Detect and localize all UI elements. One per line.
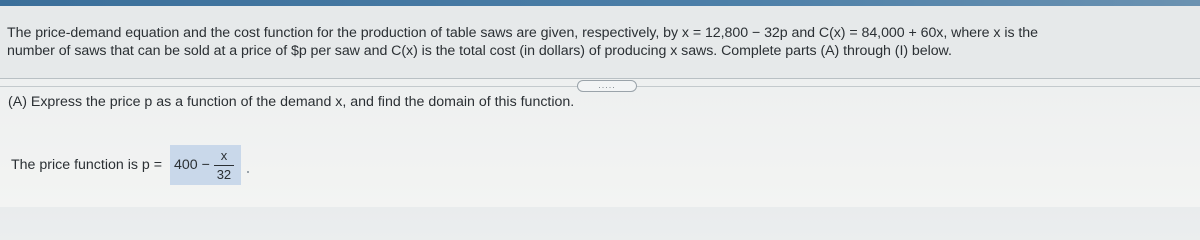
answer-fraction: [214, 149, 234, 182]
expand-collapse-button[interactable]: .....: [577, 80, 637, 92]
part-a-prompt: (A) Express the price p as a function of the demand x, and find the domain of this function.: [8, 94, 575, 110]
problem-line-2: number of saws that can be sold at a price of $p per saw and C(x) is the total cost (in dollars) of producing x saws. Complete parts (A) through (I) below.: [7, 43, 952, 59]
answer-expression: 400 −: [174, 157, 210, 173]
fraction-bar: [214, 165, 234, 166]
fraction-denominator: 32: [216, 166, 232, 182]
problem-statement: [7, 24, 1192, 60]
fraction-numerator: x: [220, 147, 228, 163]
answer-prefix: The price function is p =: [11, 157, 163, 173]
problem-statement-panel: [0, 6, 1200, 79]
answer-row: [11, 145, 249, 185]
input-cursor-marker: [247, 171, 249, 173]
problem-line-1: The price-demand equation and the cost function for the production of table saws are given, respectively, by x = 12,800 − 32p and C(x) = 84,000 + 60x, where x is the: [7, 25, 1038, 41]
answer-input-field[interactable]: [170, 145, 241, 185]
